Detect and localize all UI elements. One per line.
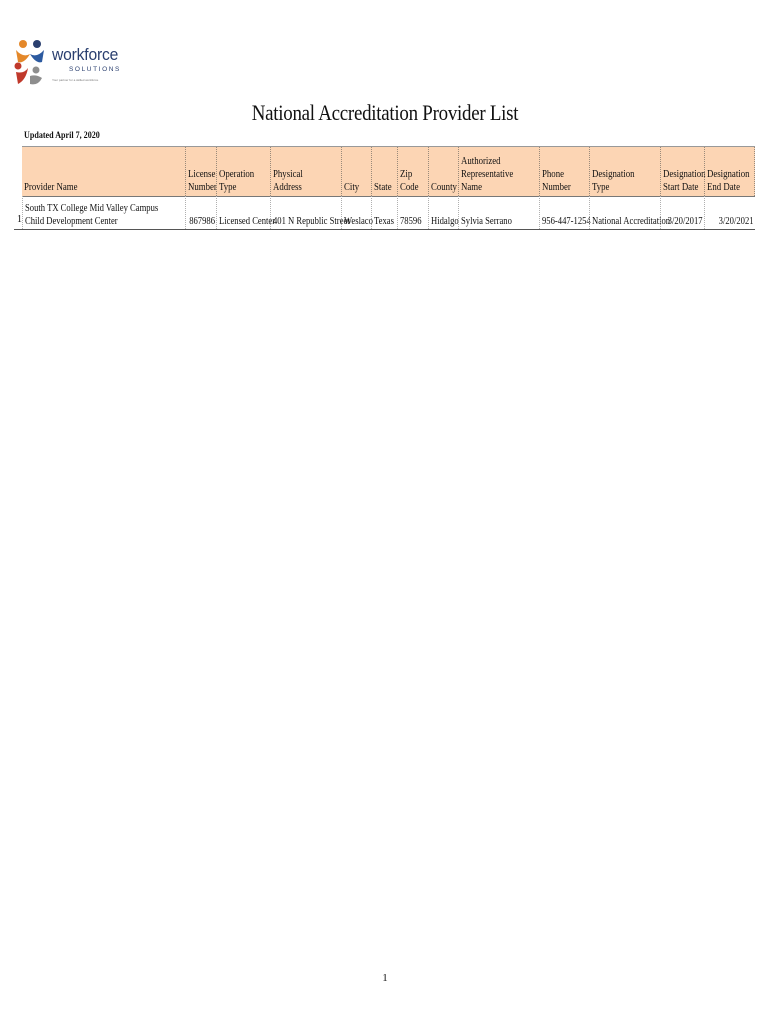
cell-physical-address: 401 N Republic Street <box>270 196 341 229</box>
updated-date: Updated April 7, 2020 <box>24 131 100 141</box>
header-authorized-representative: Authorized Representative Name <box>458 147 539 196</box>
header-license-number: License Number <box>185 147 216 196</box>
cell-county: Hidalgo <box>428 196 458 229</box>
header-designation-start: Designation Start Date <box>660 147 704 196</box>
cell-operation-type: Licensed Center <box>216 196 270 229</box>
logo-mark-icon <box>12 36 48 90</box>
cell-license-number: 867986 <box>185 196 216 229</box>
cell-designation-end: 3/20/2021 <box>704 196 755 229</box>
cell-city: Weslaco <box>341 196 371 229</box>
page-title: National Accreditation Provider List <box>251 100 519 125</box>
logo-subtitle: SOLUTIONS <box>69 66 121 73</box>
header-zip-code: Zip Code <box>397 147 428 196</box>
header-physical-address: Physical Address <box>270 147 341 196</box>
table-header-row <box>22 146 755 197</box>
logo-tagline: Your partner for a skilled workforce <box>52 78 99 82</box>
cell-authorized-representative: Sylvia Serrano <box>458 196 539 229</box>
header-designation-end: Designation End Date <box>704 147 755 196</box>
header-operation-type: Operation Type <box>216 147 270 196</box>
header-city: City <box>341 147 371 196</box>
cell-provider-name: South TX College Mid Valley Campus Child Development Center <box>22 196 185 229</box>
cell-designation-start: 3/20/2017 <box>660 196 704 229</box>
workforce-solutions-logo <box>12 36 122 92</box>
table-row <box>14 196 755 230</box>
page-number: 1 <box>382 972 388 984</box>
row-number: 1 <box>17 214 22 225</box>
header-phone-number: Phone Number <box>539 147 589 196</box>
cell-state: Texas <box>371 196 397 229</box>
header-state: State <box>371 147 397 196</box>
header-provider-name: Provider Name <box>24 182 78 193</box>
logo-wordmark: workforce <box>52 45 119 64</box>
header-designation-type: Designation Type <box>589 147 660 196</box>
cell-zip-code: 78596 <box>397 196 428 229</box>
header-county: County <box>428 147 458 196</box>
cell-designation-type: National Accreditation <box>589 196 660 229</box>
cell-phone-number: 956-447-1254 <box>539 196 589 229</box>
